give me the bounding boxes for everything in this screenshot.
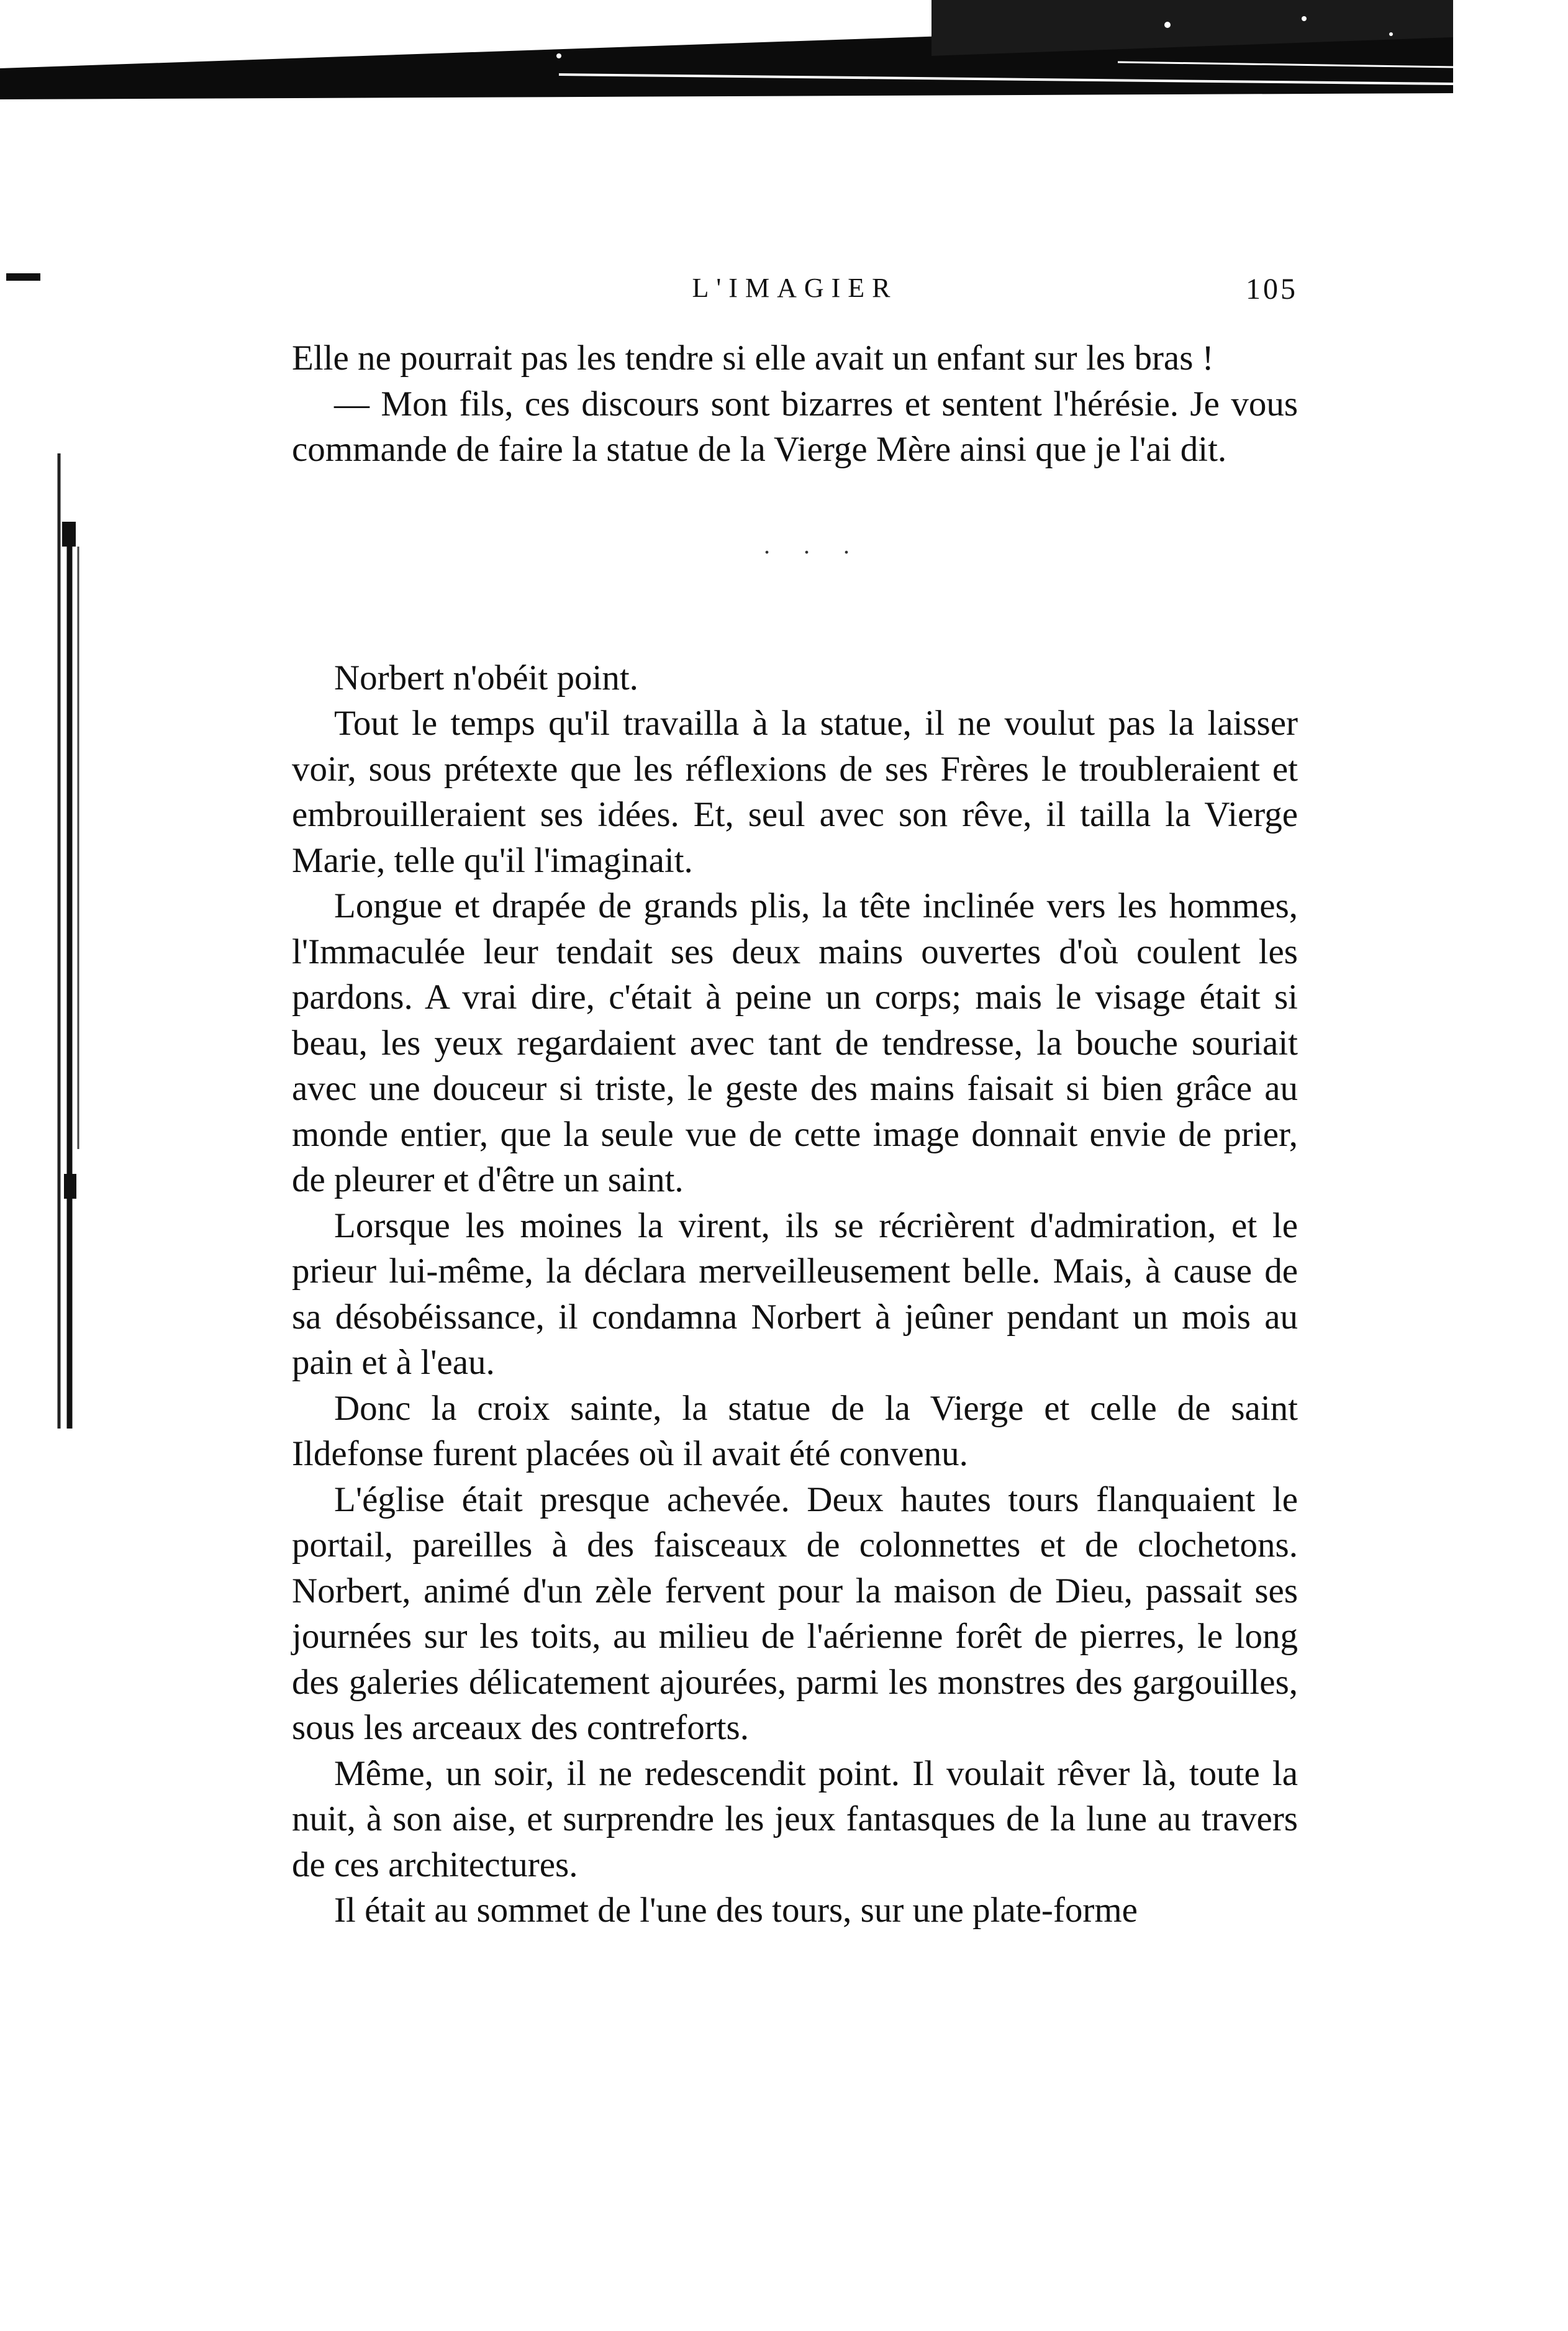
paragraph: Elle ne pourrait pas les tendre si elle avait un enfant sur les bras ! [292,339,1214,378]
paragraph: Lorsque les moines la virent, ils se récrièrent d'admiration, et le prieur lui-même, la déclara merveilleusement belle. Mais, à cause de sa désobéissance, il condamna Norbert à jeûner pendant un mois au pain et à l'eau. [292,1206,1298,1382]
section-break-mark: . . . [764,530,863,559]
paragraph: L'église était presque achevée. Deux hautes tours flanquaient le portail, pareilles à des faisceaux de colonnettes et de clochetons. Norbert, animé d'un zèle fervent pour la maison de Dieu, passait ses journées sur les toits, au milieu de l'aérienne forêt de pierres, le long des galeries délicatement ajourées, parmi les monstres des gargouilles, sous les arceaux des contreforts. [292,1479,1298,1747]
running-head [292,272,1298,316]
paragraph: Il était au sommet de l'une des tours, sur une plate-forme [334,1891,1138,1930]
paragraph: — Mon fils, ces discours sont bizarres et sentent l'hérésie. Je vous commande de faire la statue de la Vierge Mère ainsi que je l'ai dit. [292,384,1298,469]
running-title: L'IMAGIER [692,273,898,303]
paragraph: Tout le temps qu'il travailla à la statue, il ne voulut pas la laisser voir, sous prétexte que les réflexions de ses Frères le troubleraient et embrouilleraient ses idées. Et, seul avec son rêve, il tailla la Vierge Marie, telle qu'il l'imaginait. [292,704,1298,880]
paragraph: Longue et drapée de grands plis, la tête inclinée vers les hommes, l'Immaculée leur tendait ses deux mains ouvertes d'où coulent les pardons. A vrai dire, c'était à peine un corps; mais le visage était si beau, les yeux regardaient avec tant de tendresse, la bouche souriait avec une douceur si triste, le geste des mains faisait si bien grâce au monde entier, que la seule vue de cette image donnait envie de prier, de pleurer et d'être un saint. [292,886,1298,1199]
page-number: 105 [1246,273,1298,306]
section-break [292,473,1298,655]
paragraph: Même, un soir, il ne redescendit point. Il voulait rêver là, toute la nuit, à son aise, et surprendre les jeux fantasques de la lune au travers de ces architectures. [292,1753,1298,1884]
body-text [292,335,1298,1933]
paragraph: Norbert n'obéit point. [334,658,638,697]
left-margin-artifact [0,248,124,1491]
paragraph: Donc la croix sainte, la statue de la Vierge et celle de saint Ildefonse furent placées où il avait été convenu. [292,1388,1298,1473]
scan-edge-artifact [0,0,1568,106]
